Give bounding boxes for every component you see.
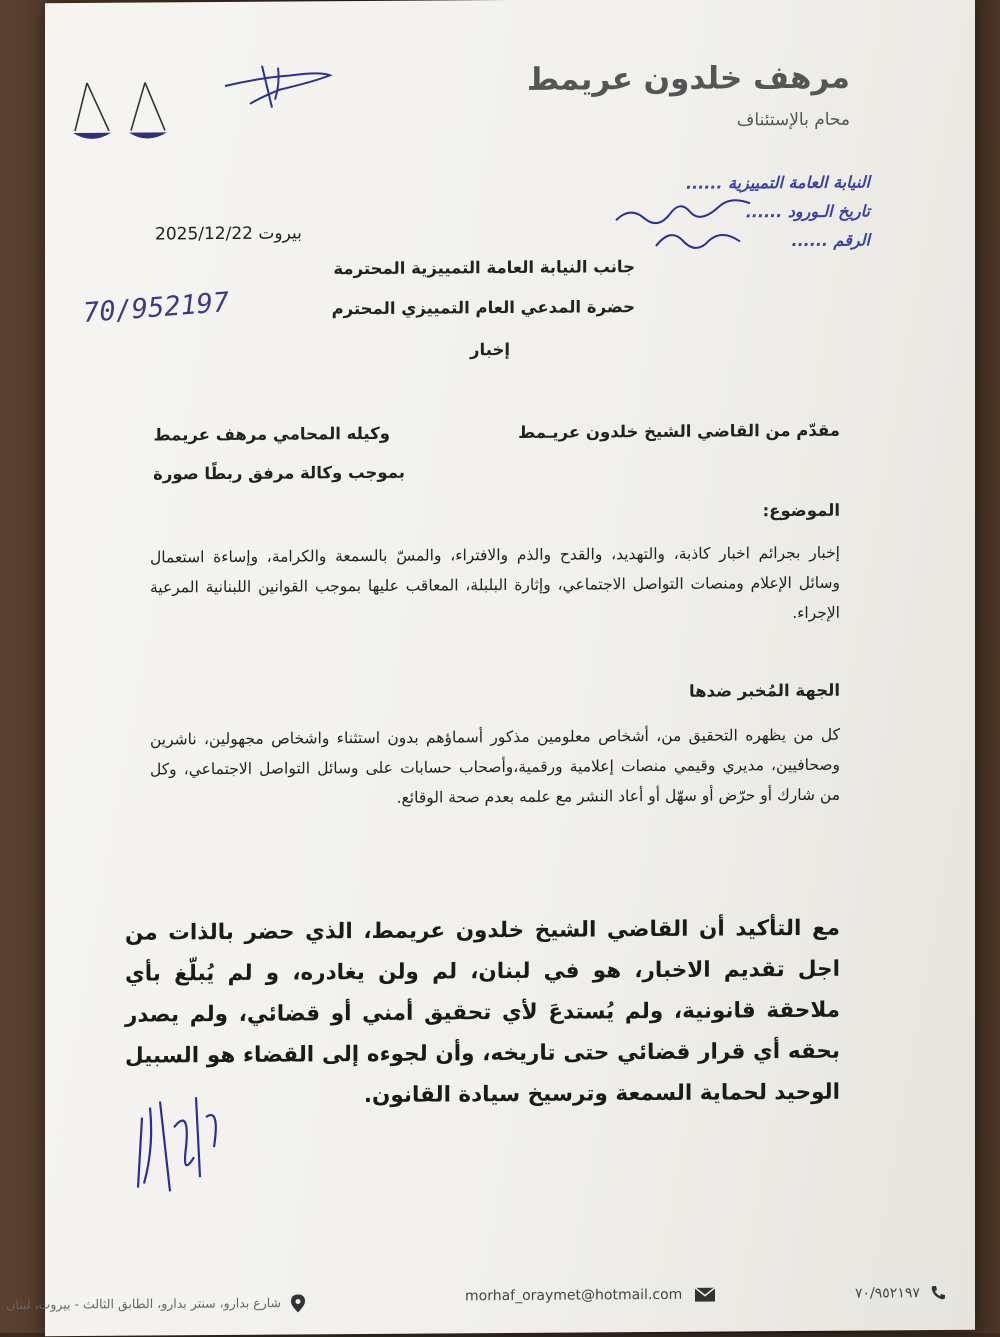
footer-email-address: morhaf_oraymet@hotmail.com bbox=[465, 1286, 683, 1305]
emphasis-paragraph: مع التأكيد أن القاضي الشيخ خلدون عريمط، الذي حضر بالذات من اجل تقديم الاخبار، هو في لبنان، لم ولن يغادره، و لم يُبلّغ بأي ملاحقة قانونية، ولم يُستدعَ لأي تحقيق أمني أو قضائي، ولم يصدر بحقه أي قرار قضائي حتى تاريخه، وأن لجوءه إلى القضاء هو السبيل الوحيد لحماية السمعة وترسيخ سيادة القانون. bbox=[125, 915, 840, 1109]
footer-email bbox=[465, 1287, 715, 1305]
subject-heading: الموضوع: bbox=[762, 500, 840, 521]
agent-line-2: بموجب وكالة مرفق ربطًا صورة bbox=[153, 462, 405, 484]
agent-line-1: وكيله المحامي مرهف عريمط bbox=[153, 423, 390, 445]
footer-phone bbox=[855, 1285, 946, 1302]
stamp-line-number: الرقم ...... bbox=[791, 230, 870, 251]
submitted-by: مقدّم من القاضي الشيخ خلدون عريـمط bbox=[518, 420, 840, 442]
location-pin-icon bbox=[291, 1294, 305, 1312]
scales-of-justice-icon bbox=[73, 64, 173, 155]
stamp-handwriting bbox=[600, 183, 760, 264]
subject-text: إخبار بجرائم اخبار كاذبة، والتهديد، والقدح والذم والافتراء، والمسّ بالسمعة والكرامة، وإساءة استعمال وسائل الإعلام ومنصات التواصل الاجتماعي، وإثارة البلبلة، المعاقب عليها بموجب القوانين اللبنانية المرعية الإجراء. bbox=[150, 543, 840, 623]
signature-mark-top bbox=[220, 63, 340, 114]
letterhead-name: مرهف خلدون عريمط bbox=[526, 59, 850, 98]
letterhead-title: محام بالإستئناف bbox=[736, 109, 850, 131]
footer-address-text: شارع بدارو، سنتر بدارو، الطابق الثالث - بيروت، لبنان bbox=[6, 1295, 282, 1313]
footer-address bbox=[6, 1294, 305, 1314]
footer-phone-number: ٧٠/٩٥٢١٩٧ bbox=[855, 1285, 920, 1302]
envelope-icon bbox=[695, 1288, 715, 1302]
letter-page bbox=[6, 0, 975, 1336]
signature-bottom bbox=[130, 1087, 240, 1198]
phone-icon bbox=[930, 1285, 946, 1301]
letter-date: بيروت 2025/12/22 bbox=[155, 223, 302, 245]
addressee-line-2: حضرة المدعي العام التمييزي المحترم bbox=[331, 297, 635, 319]
stamp-line-date: تاريخ الـورود ...... bbox=[745, 201, 870, 222]
handwritten-reference-number: 70/952197 bbox=[82, 286, 231, 330]
stamp-line-office: النيابة العامة التمييزية ...... bbox=[685, 172, 870, 193]
party-heading: الجهة المُخبر ضدها bbox=[688, 680, 840, 701]
addressee-line-1: جانب النيابة العامة التمييزية المحترمة bbox=[333, 257, 635, 279]
document-type: إخبار bbox=[470, 340, 510, 360]
party-text: كل من يظهره التحقيق من، أشخاص معلومين مذكور أسماؤهم بدون استثناء واشخاص مجهولين، ناشرين وصحافيين، مديري وقيمي منصات إعلامية ورقمية،وأصحاب حسابات على وسائل التواصل الاجتماعي، وكل من شارك أو حرّض أو سهّل أو أعاد النشر مع علمه بعدم صحة الوقائع. bbox=[150, 725, 840, 807]
